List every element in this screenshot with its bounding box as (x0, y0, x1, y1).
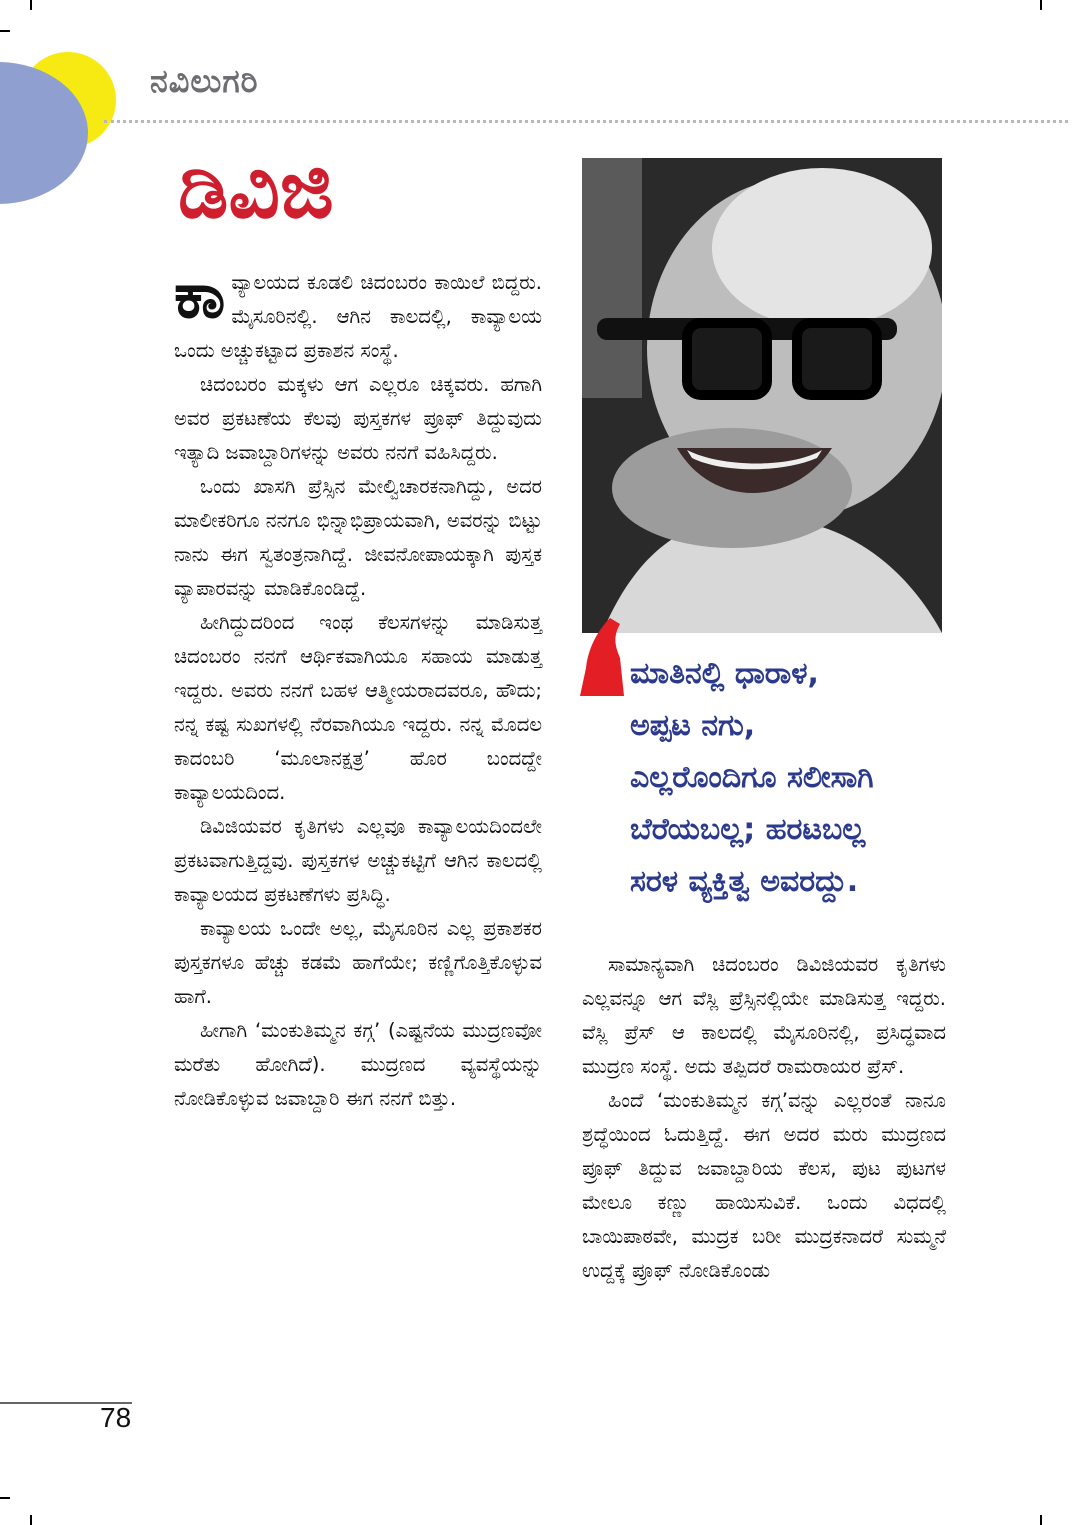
portrait-photo (582, 158, 942, 633)
page-number: 78 (100, 1402, 132, 1433)
dropcap: ಕಾ (174, 259, 226, 333)
portrait-illustration (582, 158, 942, 633)
pull-quote-line: ಮಾತಿನಲ್ಲಿ ಧಾರಾಳ, (630, 656, 819, 691)
paragraph: ಹೀಗಿದ್ದುದರಿಂದ ಇಂಥ ಕೆಲಸಗಳನ್ನು ಮಾಡಿಸುತ್ತ ಚಿದಂಬರಂ ನನಗೆ ಆರ್ಥಿಕವಾಗಿಯೂ ಸಹಾಯ ಮಾಡುತ್ತ ಇದ್ದರು. ಅವರು ನನಗೆ ಬಹಳ ಆತ್ಮೀಯರಾದವರೂ, ಹೌದು; ನನ್ನ ಕಷ್ಟ ಸುಖಗಳಲ್ಲಿ ನೆರವಾಗಿಯೂ ಇದ್ದರು. ನನ್ನ ಮೊದಲ ಕಾದಂಬರಿ ‘ಮೂಲಾನಕ್ಷತ್ರ’ ಹೊರ ಬಂದದ್ದೇ ಕಾವ್ಯಾಲಯದಿಂದ. (174, 611, 542, 804)
paragraph: ಕಾವ್ಯಾಲಯ ಒಂದೇ ಅಲ್ಲ, ಮೈಸೂರಿನ ಎಲ್ಲ ಪ್ರಕಾಶಕರ ಪುಸ್ತಕಗಳೂ ಹೆಚ್ಚು ಕಡಮೆ ಹಾಗೆಯೇ; ಕಣ್ಣಿಗೊತ್ತಿಕೊಳ್ಳುವ ಹಾಗೆ. (174, 917, 542, 1008)
article-right-column (582, 948, 946, 1288)
paragraph: ಹೀಗಾಗಿ ‘ಮಂಕುತಿಮ್ಮನ ಕಗ್ಗ’ (ಎಷ್ಟನೆಯ ಮುದ್ರಣವೋ ಮರೆತು ಹೋಗಿದೆ). ಮುದ್ರಣದ ವ್ಯವಸ್ಥೆಯನ್ನು ನೋಡಿಕೊಳ್ಳುವ ಜವಾಬ್ದಾರಿ ಈಗ ನನಗೆ ಬಿತ್ತು. (174, 1019, 542, 1110)
article-left-column (174, 259, 542, 1116)
paragraph: ಸಾಮಾನ್ಯವಾಗಿ ಚಿದಂಬರಂ ಡಿವಿಜಿಯವರ ಕೃತಿಗಳು ಎಲ್ಲವನ್ನೂ ಆಗ ವೆಸ್ಲಿ ಪ್ರೆಸ್ಸಿನಲ್ಲಿಯೇ ಮಾಡಿಸುತ್ತ ಇದ್ದರು. ವೆಸ್ಲಿ ಪ್ರೆಸ್ ಆ ಕಾಲದಲ್ಲಿ ಮೈಸೂರಿನಲ್ಲಿ, ಪ್ರಸಿದ್ಧವಾದ ಮುದ್ರಣ ಸಂಸ್ಥೆ. ಅದು ತಪ್ಪಿದರೆ ರಾಮರಾಯರ ಪ್ರೆಸ್. (582, 953, 946, 1078)
pull-quote-line: ಎಲ್ಲರೊಂದಿಗೂ ಸಲೀಸಾಗಿ (630, 760, 874, 795)
paragraph: ಡಿವಿಜಿಯವರ ಕೃತಿಗಳು ಎಲ್ಲವೂ ಕಾವ್ಯಾಲಯದಿಂದಲೇ ಪ್ರಕಟವಾಗುತ್ತಿದ್ದವು. ಪುಸ್ತಕಗಳ ಅಚ್ಚುಕಟ್ಟಿಗೆ ಆಗಿನ ಕಾಲದಲ್ಲಿ ಕಾವ್ಯಾಲಯದ ಪ್ರಕಟಣೆಗಳು ಪ್ರಸಿದ್ಧಿ. (174, 815, 542, 906)
article-headline: ಡಿವಿಜಿ (178, 143, 334, 236)
pull-quote-line: ಅಪ್ಪಟ ನಗು, (630, 708, 756, 743)
paragraph: ಚಿದಂಬರಂ ಮಕ್ಕಳು ಆಗ ಎಲ್ಲರೂ ಚಿಕ್ಕವರು. ಹಗಾಗಿ ಅವರ ಪ್ರಕಟಣೆಯ ಕೆಲವು ಪುಸ್ತಕಗಳ ಪ್ರೂಫ್ ತಿದ್ದುವುದು ಇತ್ಯಾದಿ ಜವಾಬ್ದಾರಿಗಳನ್ನು ಅವರು ನನಗೆ ವಹಿಸಿದ್ದರು. (174, 373, 542, 464)
pull-quote-line: ಬೆರೆಯಬಲ್ಲ; ಹರಟಬಲ್ಲ (630, 812, 866, 847)
pull-quote (630, 648, 960, 908)
first-paragraph (174, 259, 542, 368)
pull-quote-line: ಸರಳ ವ್ಯಕ್ತಿತ್ವ ಅವರದ್ದು. (630, 864, 859, 899)
header-dotted-rule (104, 120, 1068, 123)
crop-mark (1040, 1515, 1042, 1525)
section-name: ನವಿಲುಗರಿ (150, 62, 259, 100)
first-paragraph-text: ವ್ಯಾಲಯದ ಕೂಡಲಿ ಚಿದಂಬರಂ ಕಾಯಿಲೆ ಬಿದ್ದರು. ಮೈಸೂರಿನಲ್ಲಿ. ಆಗಿನ ಕಾಲದಲ್ಲಿ, ಕಾವ್ಯಾಲಯ ಒಂದು ಅಚ್ಚುಕಟ್ಟಾದ ಪ್ರಕಾಶನ ಸಂಸ್ಥೆ. (174, 271, 542, 362)
paragraph: ಹಿಂದೆ ‘ಮಂಕುತಿಮ್ಮನ ಕಗ್ಗ’ವನ್ನು ಎಲ್ಲರಂತೆ ನಾನೂ ಶ್ರದ್ಧೆಯಿಂದ ಓದುತ್ತಿದ್ದೆ. ಈಗ ಅದರ ಮರು ಮುದ್ರಣದ ಪ್ರೂಫ್ ತಿದ್ದುವ ಜವಾಬ್ದಾರಿಯ ಕೆಲಸ, ಪುಟ ಪುಟಗಳ ಮೇಲೂ ಕಣ್ಣು ಹಾಯಿಸುವಿಕೆ. ಒಂದು ವಿಧದಲ್ಲಿ ಬಾಯಿಪಾಠವೇ, ಮುದ್ರಕ ಬರೀ ಮುದ್ರಕನಾದರೆ ಸುಮ್ಮನೆ ಉದ್ದಕ್ಕೆ ಪ್ರೂಫ್ ನೋಡಿಕೊಂಡು (582, 1089, 946, 1282)
paragraph: ಒಂದು ಖಾಸಗಿ ಪ್ರೆಸ್ಸಿನ ಮೇಲ್ವಿಚಾರಕನಾಗಿದ್ದು, ಅದರ ಮಾಲೀಕರಿಗೂ ನನಗೂ ಭಿನ್ನಾಭಿಪ್ರಾಯವಾಗಿ, ಅವರನ್ನು ಬಿಟ್ಟು ನಾನು ಈಗ ಸ್ವತಂತ್ರನಾಗಿದ್ದೆ. ಜೀವನೋಪಾಯಕ್ಕಾಗಿ ಪುಸ್ತಕ ವ್ಯಾಪಾರವನ್ನು ಮಾಡಿಕೊಂಡಿದ್ದೆ. (174, 475, 542, 600)
crop-mark (1040, 0, 1042, 10)
crop-mark (0, 1497, 10, 1499)
crop-mark (30, 0, 32, 10)
crop-mark (0, 30, 10, 32)
crop-mark (30, 1515, 32, 1525)
quote-mark-icon (580, 618, 624, 696)
